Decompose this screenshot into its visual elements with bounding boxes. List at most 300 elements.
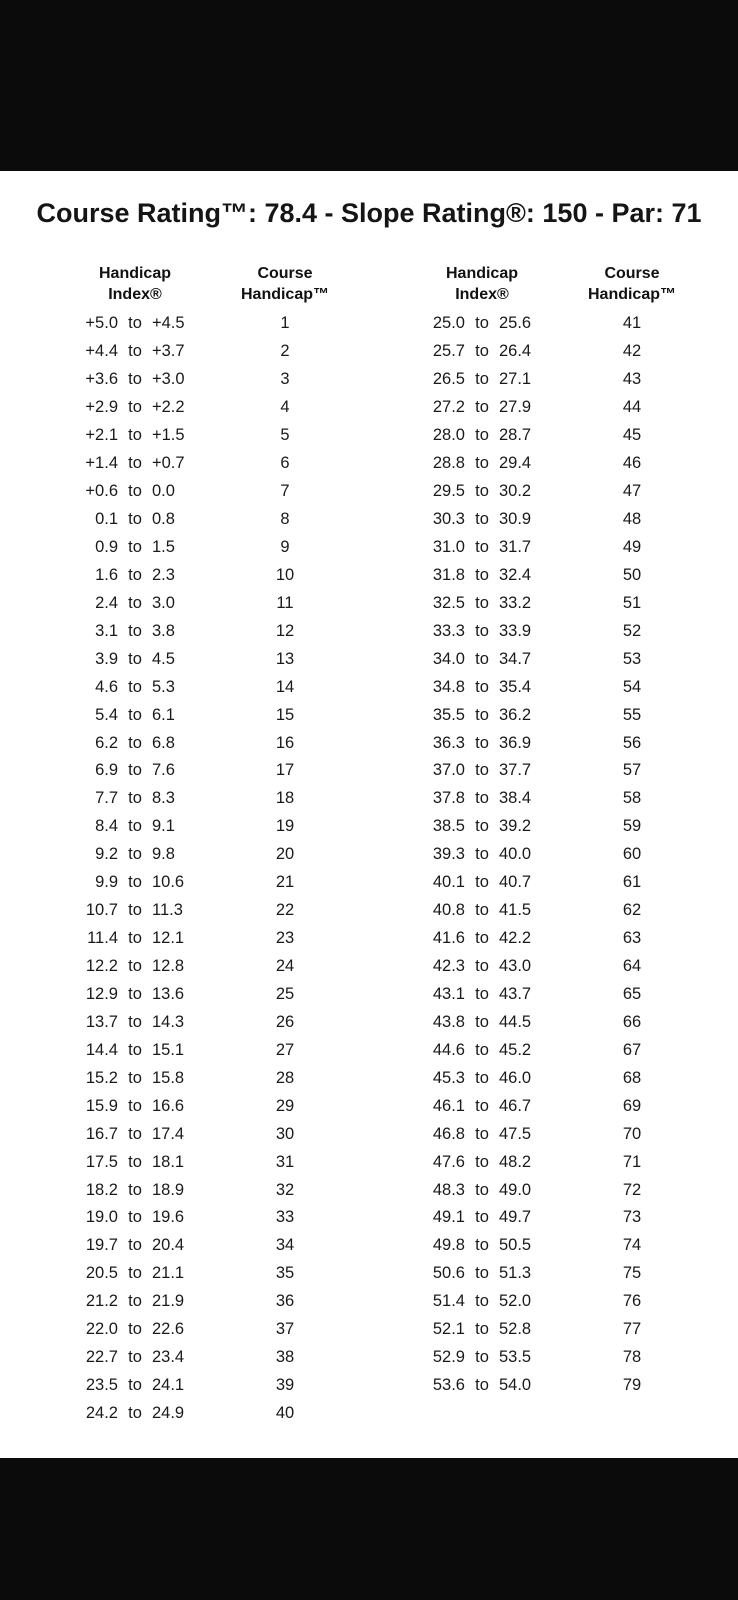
handicap-index-range [70,510,200,529]
table-row [70,1288,345,1316]
index-from: 47.6 [432,1152,465,1171]
index-to: 43.0 [499,957,532,976]
table-row [417,1120,692,1148]
table-row [417,1176,692,1204]
table-row [70,1092,345,1120]
course-handicap-value: 36 [275,1292,295,1311]
to-word: to [475,1124,489,1143]
index-to: +3.7 [152,342,185,361]
to-word: to [475,1292,489,1311]
table-row [70,897,345,925]
index-from: +5.0 [85,314,118,333]
index-from: 31.0 [432,537,465,556]
table-row [417,925,692,953]
index-from: 8.4 [95,817,118,836]
index-from: 25.7 [432,342,465,361]
to-word: to [475,649,489,668]
course-handicap-header: Course Handicap™ [240,265,329,303]
index-from: 44.6 [432,1040,465,1059]
index-from: 36.3 [432,733,465,752]
table-row [70,1148,345,1176]
course-handicap-value: 18 [275,789,295,808]
index-to: 38.4 [499,789,532,808]
index-from: +0.6 [85,482,118,501]
index-to: 9.1 [152,817,175,836]
table-row [70,925,345,953]
course-handicap-value: 27 [275,1040,295,1059]
handicap-index-range [70,566,200,585]
course-handicap-value: 30 [275,1124,295,1143]
index-to: 0.0 [152,482,175,501]
to-word: to [128,314,142,333]
course-handicap-value: 41 [622,314,642,333]
handicap-index-range [417,566,547,585]
index-to: 53.5 [499,1348,532,1367]
table-row [70,729,345,757]
index-to: 11.3 [152,901,183,920]
index-from: +1.4 [85,454,118,473]
table-row [70,1176,345,1204]
index-from: 39.3 [432,845,465,864]
index-from: 11.4 [87,929,118,948]
table-row [70,673,345,701]
index-to: 46.0 [499,1068,532,1087]
table-header [70,263,345,310]
to-word: to [128,621,142,640]
index-to: 43.7 [499,984,532,1003]
table-row [417,561,692,589]
table-row [70,310,345,338]
course-handicap-value: 21 [275,873,295,892]
handicap-index-range [70,845,200,864]
handicap-index-range [417,734,547,753]
course-handicap-value: 2 [280,342,290,361]
index-to: 4.5 [152,649,175,668]
index-from: 0.1 [95,510,118,529]
course-handicap-value: 29 [275,1096,295,1115]
handicap-index-range [417,1348,547,1367]
index-to: 30.9 [499,510,532,529]
to-word: to [128,1152,142,1171]
table-row [417,506,692,534]
handicap-index-range [70,1404,200,1423]
index-from: 12.2 [85,957,118,976]
index-from: 27.2 [432,398,465,417]
index-from: 46.1 [432,1096,465,1115]
handicap-index-range [70,761,200,780]
course-handicap-value: 63 [622,929,642,948]
to-word: to [475,1236,489,1255]
to-word: to [128,426,142,445]
handicap-index-range [70,370,200,389]
course-handicap-value: 61 [622,873,642,892]
to-word: to [475,901,489,920]
handicap-index-range [70,1348,200,1367]
handicap-index-range [417,1013,547,1032]
index-to: 31.7 [499,537,532,556]
course-handicap-value: 46 [622,454,642,473]
table-row [417,645,692,673]
index-to: 2.3 [152,565,175,584]
to-word: to [128,929,142,948]
course-handicap-value: 59 [622,817,642,836]
to-word: to [475,1096,489,1115]
handicap-table-sheet [0,171,738,1458]
course-handicap-value: 77 [622,1320,642,1339]
course-handicap-value: 25 [275,984,295,1003]
handicap-index-range [70,342,200,361]
course-handicap-value: 10 [275,565,295,584]
course-handicap-value: 53 [622,649,642,668]
table-row [417,1092,692,1120]
index-to: 40.7 [499,873,532,892]
index-to: 22.6 [152,1320,185,1339]
table-row [70,1232,345,1260]
index-from: 48.3 [432,1180,465,1199]
index-to: 21.1 [152,1264,185,1283]
to-word: to [475,873,489,892]
course-handicap-value: 65 [622,984,642,1003]
index-from: 50.6 [432,1264,465,1283]
table-row [417,1036,692,1064]
index-from: 14.4 [85,1040,118,1059]
handicap-index-range [417,985,547,1004]
index-to: 40.0 [499,845,532,864]
handicap-index-range [417,1292,547,1311]
table-row [417,841,692,869]
course-handicap-value: 58 [622,789,642,808]
to-word: to [475,398,489,417]
to-word: to [128,1124,142,1143]
handicap-index-range [70,314,200,333]
handicap-index-range [70,678,200,697]
index-to: +4.5 [152,314,185,333]
handicap-index-range [70,1153,200,1172]
to-word: to [128,1348,142,1367]
index-to: 29.4 [499,454,532,473]
to-word: to [128,510,142,529]
table-row [417,338,692,366]
course-handicap-value: 28 [275,1068,295,1087]
table-header [417,263,692,310]
to-word: to [128,1068,142,1087]
index-from: 0.9 [95,537,118,556]
index-from: 46.8 [432,1124,465,1143]
to-word: to [128,593,142,612]
table-row [417,1372,692,1400]
table-row [417,1316,692,1344]
to-word: to [128,370,142,389]
course-handicap-value: 67 [622,1040,642,1059]
handicap-index-range [70,482,200,501]
table-row [70,422,345,450]
index-to: 3.8 [152,621,175,640]
course-handicap-value: 26 [275,1012,295,1031]
table-row [417,785,692,813]
to-word: to [475,1348,489,1367]
table-row [417,953,692,981]
page-title: Course Rating™: 78.4 - Slope Rating®: 150 - Par: 71 [36,198,702,228]
handicap-index-range [417,1181,547,1200]
table-row [70,645,345,673]
index-to: 35.4 [499,677,532,696]
to-word: to [128,901,142,920]
course-handicap-value: 34 [275,1236,295,1255]
to-word: to [128,845,142,864]
table-row [417,1148,692,1176]
table-row [417,897,692,925]
table-row [417,478,692,506]
index-to: 33.9 [499,621,532,640]
table-row [417,813,692,841]
table-row [417,534,692,562]
index-to: 39.2 [499,817,532,836]
course-handicap-value: 72 [622,1180,642,1199]
index-to: 5.3 [152,677,175,696]
handicap-index-range [70,985,200,1004]
handicap-index-range [70,1320,200,1339]
course-handicap-value: 11 [276,593,294,612]
index-to: 34.7 [499,649,532,668]
course-handicap-value: 15 [275,705,295,724]
handicap-index-range [417,1041,547,1060]
course-handicap-value: 76 [622,1292,642,1311]
to-word: to [475,1012,489,1031]
course-handicap-value: 52 [622,621,642,640]
table-row [70,1316,345,1344]
to-word: to [475,929,489,948]
course-handicap-value: 24 [275,957,295,976]
handicap-index-range [70,594,200,613]
handicap-index-range [417,1125,547,1144]
course-handicap-value: 4 [280,398,290,417]
index-to: 21.9 [152,1292,185,1311]
table-row [417,981,692,1009]
index-to: 1.5 [152,537,175,556]
course-handicap-value: 60 [622,845,642,864]
course-handicap-value: 74 [622,1236,642,1255]
to-word: to [128,1040,142,1059]
table-row [70,981,345,1009]
to-word: to [475,1320,489,1339]
to-word: to [128,565,142,584]
index-from: 5.4 [95,705,118,724]
table-row [417,589,692,617]
table-row [70,1036,345,1064]
to-word: to [128,873,142,892]
handicap-index-range [417,1320,547,1339]
index-to: 16.6 [152,1096,185,1115]
course-handicap-value: 42 [622,342,642,361]
handicap-index-range [417,594,547,613]
table-row [70,478,345,506]
table-row [70,617,345,645]
index-to: 18.1 [152,1152,185,1171]
table-row [70,1372,345,1400]
to-word: to [128,398,142,417]
index-to: 44.5 [499,1012,532,1031]
to-word: to [475,845,489,864]
to-word: to [475,677,489,696]
index-from: 53.6 [432,1376,465,1395]
index-to: 0.8 [152,510,175,529]
index-to: 33.2 [499,593,532,612]
index-to: 27.1 [499,370,532,389]
index-from: 41.6 [432,929,465,948]
handicap-index-range [70,817,200,836]
course-handicap-value: 62 [622,901,642,920]
course-handicap-value: 39 [275,1376,295,1395]
index-from: 42.3 [432,957,465,976]
handicap-index-range [70,1069,200,1088]
handicap-index-range [417,314,547,333]
handicap-index-range [417,1069,547,1088]
handicap-index-range [417,1236,547,1255]
index-from: 28.0 [432,426,465,445]
index-from: +2.9 [85,398,118,417]
table-row [70,534,345,562]
handicap-index-range [70,734,200,753]
index-to: +2.2 [152,398,185,417]
index-from: 37.8 [432,789,465,808]
table-row [417,869,692,897]
course-handicap-value: 75 [622,1264,642,1283]
to-word: to [128,733,142,752]
table-row [70,589,345,617]
to-word: to [475,761,489,780]
to-word: to [128,1264,142,1283]
to-word: to [128,1292,142,1311]
index-to: 10.6 [152,873,185,892]
index-to: 49.7 [499,1208,532,1227]
index-to: 45.2 [499,1040,532,1059]
to-word: to [128,789,142,808]
table-row [70,813,345,841]
to-word: to [475,454,489,473]
to-word: to [128,1236,142,1255]
table-row [417,310,692,338]
to-word: to [128,537,142,556]
table-row [417,617,692,645]
handicap-index-range [70,650,200,669]
handicap-index-range [417,538,547,557]
index-to: 12.8 [152,957,185,976]
table-row [417,1288,692,1316]
to-word: to [128,1096,142,1115]
handicap-index-range [417,622,547,641]
table-row [417,366,692,394]
handicap-index-range [417,510,547,529]
handicap-index-range [417,957,547,976]
index-to: 27.9 [499,398,532,417]
index-to: 17.4 [152,1124,185,1143]
index-to: 20.4 [152,1236,185,1255]
index-from: 49.8 [432,1236,465,1255]
index-from: 22.7 [85,1348,118,1367]
handicap-index-range [70,1125,200,1144]
index-to: 30.2 [499,482,532,501]
to-word: to [128,677,142,696]
handicap-index-header: Handicap Index® [445,265,518,303]
handicap-index-range [417,678,547,697]
index-from: 43.8 [432,1012,465,1031]
index-from: 51.4 [432,1292,465,1311]
to-word: to [475,565,489,584]
to-word: to [475,1068,489,1087]
index-from: 15.9 [85,1096,118,1115]
to-word: to [475,593,489,612]
table-row [417,673,692,701]
handicap-index-range [417,398,547,417]
course-handicap-value: 56 [622,733,642,752]
index-from: 40.8 [432,901,465,920]
to-word: to [475,984,489,1003]
table-row [417,1344,692,1372]
handicap-index-range [417,1097,547,1116]
index-to: 7.6 [152,761,175,780]
to-word: to [475,426,489,445]
handicap-index-range [70,398,200,417]
course-handicap-value: 31 [275,1152,295,1171]
index-to: +0.7 [152,454,185,473]
index-from: 13.7 [85,1012,118,1031]
to-word: to [128,817,142,836]
to-word: to [475,482,489,501]
index-to: 3.0 [152,593,175,612]
to-word: to [475,1040,489,1059]
handicap-index-range [70,1292,200,1311]
index-to: 47.5 [499,1124,532,1143]
index-from: 37.0 [432,761,465,780]
index-from: 45.3 [432,1068,465,1087]
course-handicap-value: 79 [622,1376,642,1395]
course-handicap-value: 44 [622,398,642,417]
to-word: to [128,1208,142,1227]
table-row [70,701,345,729]
handicap-index-range [417,1264,547,1283]
index-to: 8.3 [152,789,175,808]
handicap-index-range [417,482,547,501]
handicap-index-range [417,901,547,920]
handicap-index-range [70,706,200,725]
index-to: 46.7 [499,1096,532,1115]
table-row [70,1400,345,1428]
handicap-index-range [70,1097,200,1116]
course-handicap-value: 6 [280,454,290,473]
index-to: 37.7 [499,761,532,780]
to-word: to [475,1208,489,1227]
table-body [70,310,345,1428]
to-word: to [128,705,142,724]
to-word: to [475,957,489,976]
table-row [417,1232,692,1260]
table-row [70,1064,345,1092]
index-from: 34.0 [432,649,465,668]
handicap-table-left [70,263,345,1428]
index-to: 18.9 [152,1180,185,1199]
index-to: 54.0 [499,1376,532,1395]
handicap-index-range [70,538,200,557]
index-from: 43.1 [432,984,465,1003]
course-handicap-value: 51 [622,593,642,612]
index-to: 48.2 [499,1152,532,1171]
course-handicap-value: 35 [275,1264,295,1283]
to-word: to [475,621,489,640]
table-row [417,729,692,757]
table-row [70,1260,345,1288]
index-from: 3.9 [95,649,118,668]
course-handicap-value: 32 [275,1180,295,1199]
